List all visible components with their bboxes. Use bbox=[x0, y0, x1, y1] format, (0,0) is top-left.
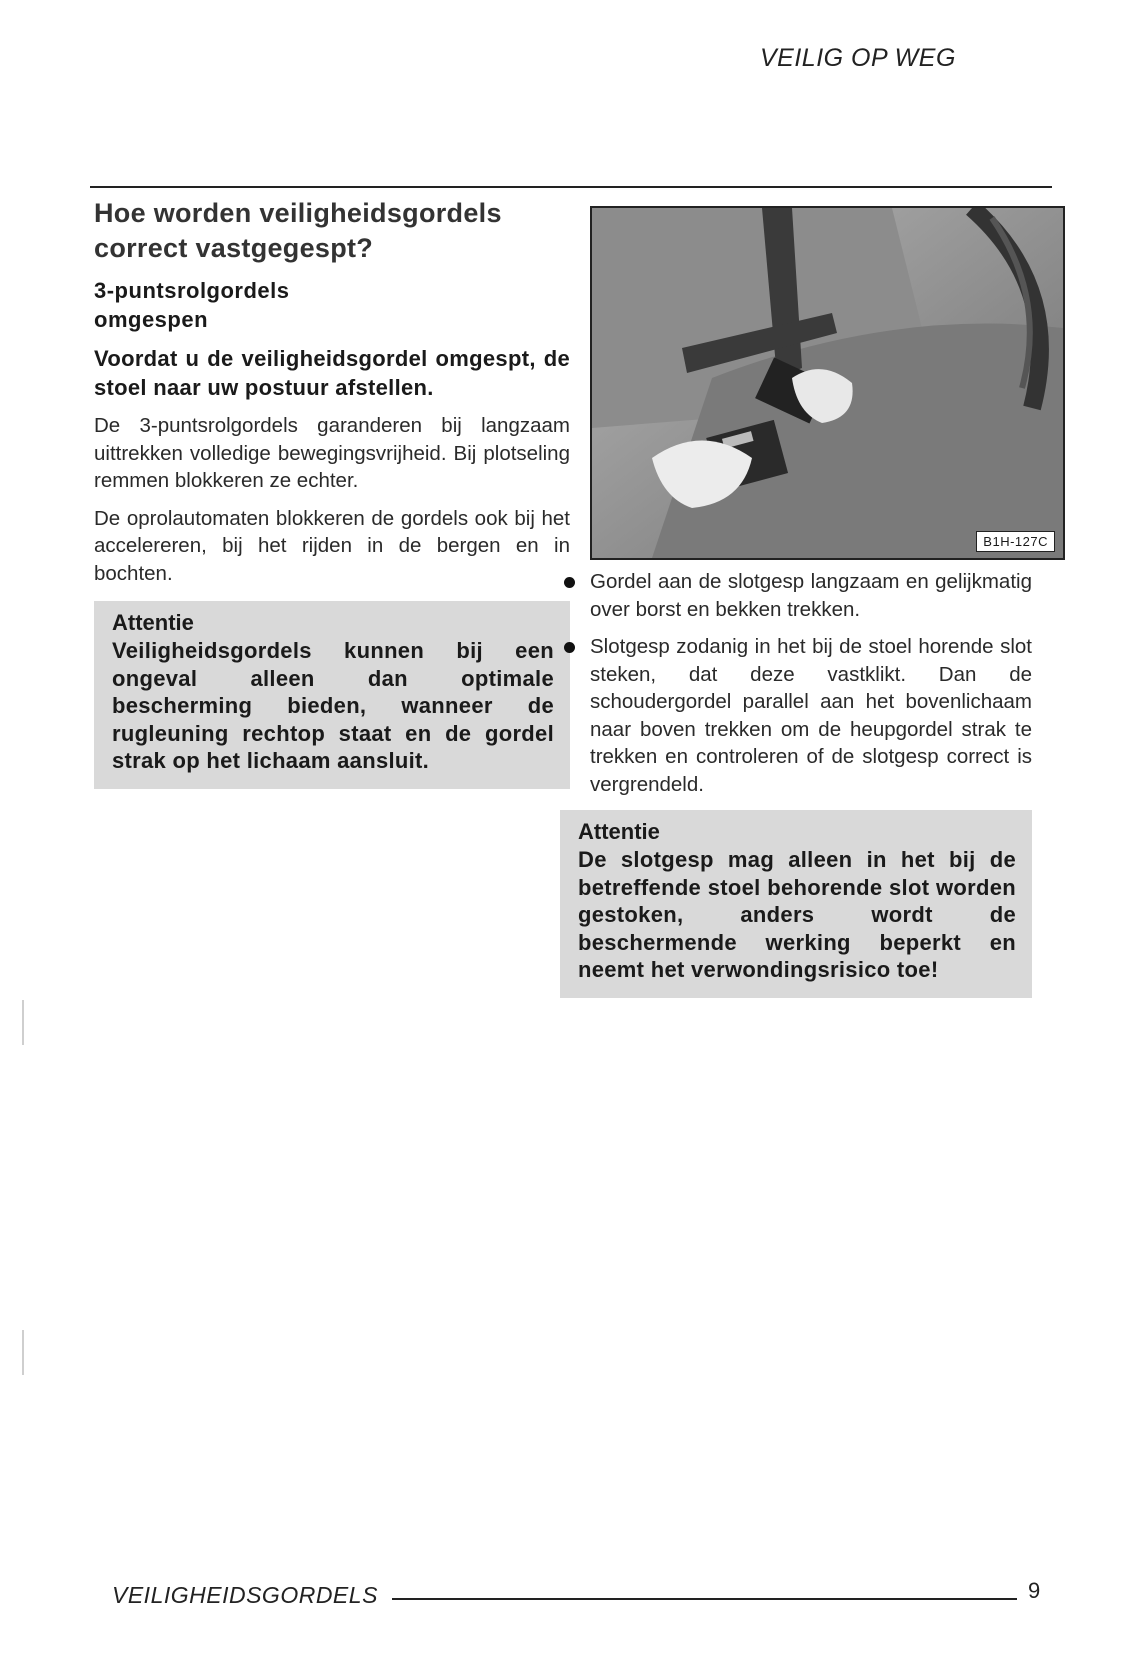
seatbelt-figure bbox=[590, 206, 1065, 560]
margin-mark bbox=[22, 1330, 24, 1375]
margin-mark bbox=[22, 1000, 24, 1045]
bullet-icon bbox=[564, 642, 575, 653]
footer-section-title: VEILIGHEIDSGORDELS bbox=[112, 1582, 378, 1608]
lead-instruction: Voordat u de veiligheidsgordel omgespt, de stoel naar uw postuur afstellen. bbox=[94, 346, 570, 400]
attention-box-left bbox=[94, 601, 570, 789]
attention-text: De slotgesp mag alleen in het bij de betreffende stoel behorende slot worden gestoken, anders wordt de beschermende werking beperkt en neemt het verwondingsrisico toe! bbox=[578, 847, 1016, 982]
body-paragraph-1: De 3-puntsrolgordels garanderen bij langzaam uittrekken volledige bewegingsvrijheid. Bij plotseling remmen blokkeren ze echter. bbox=[94, 414, 570, 492]
attention-text: Veiligheidsgordels kunnen bij een ongeval alleen dan optimale bescherming bieden, wanneer de rugleuning rechtop staat en de gordel strak op het lichaam aansluit. bbox=[112, 638, 554, 773]
bullet-list bbox=[560, 568, 1032, 798]
subsection-title: 3-puntsrolgordels omgespen bbox=[94, 278, 290, 332]
section-title: Hoe worden veiligheidsgordels correct vastgegespt? bbox=[94, 198, 502, 263]
figure-label: B1H-127C bbox=[976, 531, 1055, 552]
attention-title: Attentie bbox=[578, 819, 660, 844]
left-column bbox=[94, 196, 570, 789]
attention-title: Attentie bbox=[112, 610, 194, 635]
page-number: 9 bbox=[1028, 1578, 1041, 1603]
top-divider bbox=[90, 186, 1052, 188]
seatbelt-buckle-illustration-icon bbox=[592, 208, 1063, 558]
running-head: VEILIG OP WEG bbox=[760, 44, 956, 72]
bullet-item: Gordel aan de slotgesp langzaam en gelijkmatig over borst en bekken trekken. bbox=[560, 568, 1032, 623]
body-paragraph-2: De oprolautomaten blokkeren de gordels ook bij het accelereren, bij het rijden in de bergen en in bochten. bbox=[94, 506, 570, 585]
attention-box-right bbox=[560, 810, 1032, 998]
right-column bbox=[560, 568, 1032, 998]
bullet-item: Slotgesp zodanig in het bij de stoel horende slot steken, dat deze vastklikt. Dan de schoudergordel parallel aan het bovenlichaam naar boven trekken om de heupgordel strak te trekken en controleren of de slotgesp correct is vergrendeld. bbox=[560, 633, 1032, 798]
bullet-icon bbox=[564, 577, 575, 588]
footer-divider bbox=[392, 1598, 1017, 1600]
